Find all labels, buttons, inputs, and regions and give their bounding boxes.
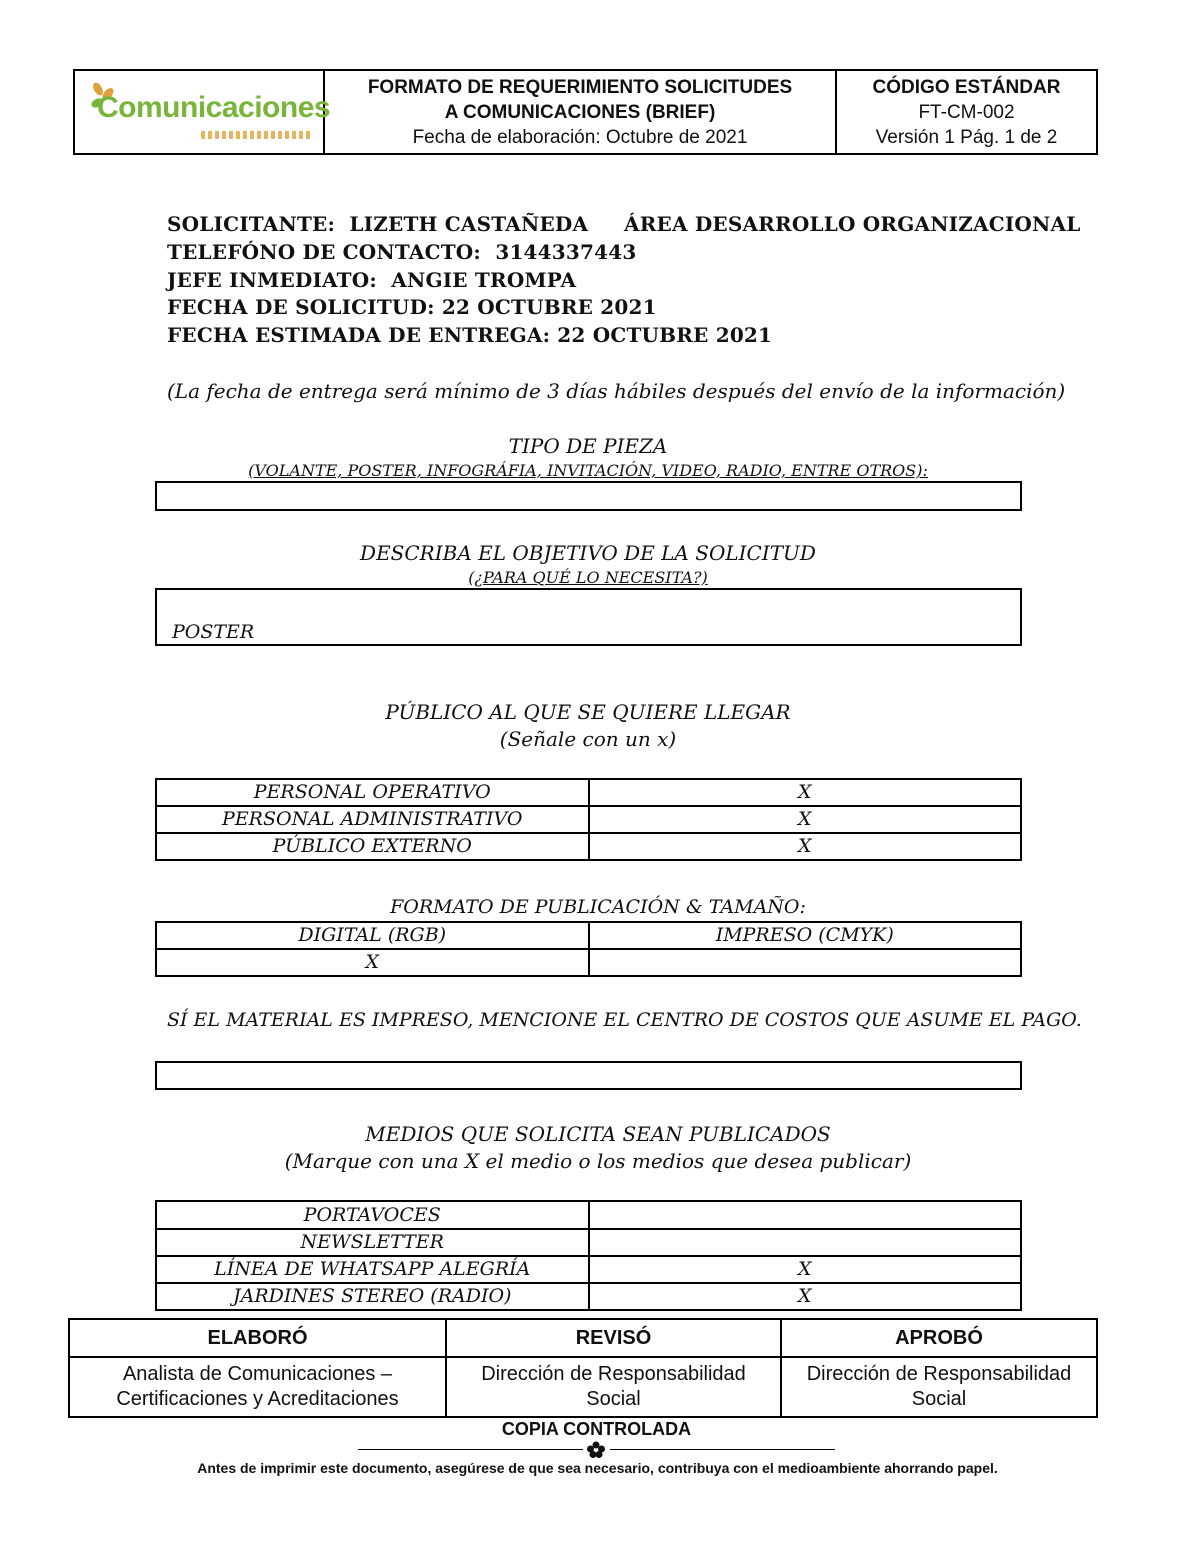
table-row bbox=[156, 806, 1021, 833]
table-row bbox=[156, 1283, 1021, 1310]
table-row bbox=[156, 833, 1021, 860]
aprobo-line2: Social bbox=[911, 1388, 967, 1410]
table-row bbox=[69, 1357, 1097, 1417]
medios-label: LÍNEA DE WHATSAPP ALEGRÍA bbox=[156, 1256, 589, 1283]
elaboro-line1: Analista de Comunicaciones – bbox=[122, 1363, 393, 1385]
reviso-value bbox=[446, 1357, 781, 1417]
publico-label: PERSONAL OPERATIVO bbox=[156, 779, 589, 806]
fecha-solicitud-line: FECHA DE SOLICITUD: 22 OCTUBRE 2021 bbox=[167, 295, 657, 319]
medios-mark[interactable] bbox=[589, 1201, 1022, 1229]
header-title-line2: A COMUNICACIONES (BRIEF) bbox=[444, 101, 716, 123]
medios-table bbox=[155, 1200, 1022, 1311]
header-code-cell bbox=[837, 71, 1096, 153]
tipo-pieza-field[interactable] bbox=[155, 481, 1022, 511]
formato-digital-mark[interactable]: X bbox=[156, 949, 589, 976]
logo-text: Comunicaciones bbox=[97, 91, 331, 124]
medios-mark[interactable]: X bbox=[589, 1256, 1022, 1283]
table-row bbox=[156, 949, 1021, 976]
table-row bbox=[156, 1256, 1021, 1283]
medios-label: PORTAVOCES bbox=[156, 1201, 589, 1229]
objetivo-field[interactable] bbox=[155, 588, 1022, 646]
publico-table bbox=[155, 778, 1022, 861]
table-row bbox=[156, 1201, 1021, 1229]
formato-title: FORMATO DE PUBLICACIÓN & TAMAÑO: bbox=[390, 896, 806, 918]
footer-divider-right bbox=[610, 1449, 835, 1450]
publico-title: PÚBLICO AL QUE SE QUIERE LLEGAR bbox=[385, 700, 791, 724]
table-row bbox=[69, 1319, 1097, 1357]
publico-mark[interactable]: X bbox=[589, 779, 1022, 806]
centro-costos-title: SÍ EL MATERIAL ES IMPRESO, MENCIONE EL CENTRO DE COSTOS QUE ASUME EL PAGO. bbox=[167, 1009, 1082, 1031]
logo-cell bbox=[75, 71, 331, 153]
header-code-title: CÓDIGO ESTÁNDAR bbox=[872, 76, 1061, 98]
footer-divider-left bbox=[358, 1449, 583, 1450]
reviso-line2: Social bbox=[586, 1388, 641, 1410]
footer-note: Antes de imprimir este documento, asegúrese de que sea necesario, contribuya con el medioambiente ahorrando papel. bbox=[197, 1460, 998, 1476]
table-row bbox=[156, 922, 1021, 949]
delivery-note: (La fecha de entrega será mínimo de 3 días hábiles después del envío de la información) bbox=[167, 379, 1066, 403]
aprobo-header: APROBÓ bbox=[781, 1319, 1097, 1357]
formato-col-impreso: IMPRESO (CMYK) bbox=[589, 922, 1022, 949]
header-title-line1: FORMATO DE REQUERIMIENTO SOLICITUDES bbox=[367, 76, 793, 98]
formato-table bbox=[155, 921, 1022, 977]
medios-mark[interactable] bbox=[589, 1229, 1022, 1256]
aprobo-line1: Dirección de Responsabilidad bbox=[806, 1363, 1072, 1385]
publico-label: PÚBLICO EXTERNO bbox=[156, 833, 589, 860]
jefe-line: JEFE INMEDIATO: ANGIE TROMPA bbox=[167, 268, 577, 292]
header-version: Versión 1 Pág. 1 de 2 bbox=[875, 126, 1058, 148]
publico-subtitle: (Señale con un x) bbox=[499, 727, 677, 751]
medios-mark[interactable]: X bbox=[589, 1283, 1022, 1310]
reviso-header: REVISÓ bbox=[446, 1319, 781, 1357]
medios-title: MEDIOS QUE SOLICITA SEAN PUBLICADOS bbox=[365, 1122, 831, 1146]
solicitante-line: SOLICITANTE: LIZETH CASTAÑEDA ÁREA DESARROLLO ORGANIZACIONAL bbox=[167, 212, 1081, 236]
document-header bbox=[73, 69, 1098, 155]
tipo-pieza-subtitle: (VOLANTE, POSTER, INFOGRÁFIA, INVITACIÓN, VIDEO, RADIO, ENTRE OTROS): bbox=[248, 461, 928, 480]
header-title-cell bbox=[325, 71, 837, 153]
centro-costos-field[interactable] bbox=[155, 1061, 1022, 1090]
formato-col-digital: DIGITAL (RGB) bbox=[156, 922, 589, 949]
publico-label: PERSONAL ADMINISTRATIVO bbox=[156, 806, 589, 833]
logo-decoration bbox=[201, 131, 313, 139]
elaboro-value bbox=[69, 1357, 446, 1417]
objetivo-value: POSTER bbox=[172, 621, 255, 643]
elaboro-header: ELABORÓ bbox=[69, 1319, 446, 1357]
objetivo-subtitle: (¿PARA QUÉ LO NECESITA?) bbox=[468, 568, 708, 587]
aprobo-value bbox=[781, 1357, 1097, 1417]
signature-table bbox=[68, 1318, 1098, 1418]
table-row bbox=[156, 779, 1021, 806]
publico-mark[interactable]: X bbox=[589, 833, 1022, 860]
telefono-line: TELEFÓNO DE CONTACTO: 3144337443 bbox=[167, 240, 637, 264]
fecha-entrega-line: FECHA ESTIMADA DE ENTREGA: 22 OCTUBRE 2021 bbox=[167, 323, 773, 347]
reviso-line1: Dirección de Responsabilidad bbox=[481, 1363, 746, 1385]
flower-icon bbox=[586, 1440, 606, 1458]
medios-subtitle: (Marque con una X el medio o los medios que desea publicar) bbox=[284, 1149, 912, 1173]
publico-mark[interactable]: X bbox=[589, 806, 1022, 833]
elaboro-line2: Certificaciones y Acreditaciones bbox=[116, 1388, 399, 1410]
header-date: Fecha de elaboración: Octubre de 2021 bbox=[412, 126, 748, 148]
header-code: FT-CM-002 bbox=[918, 101, 1015, 123]
copia-controlada: COPIA CONTROLADA bbox=[501, 1419, 692, 1439]
medios-label: JARDINES STEREO (RADIO) bbox=[156, 1283, 589, 1310]
objetivo-title: DESCRIBA EL OBJETIVO DE LA SOLICITUD bbox=[360, 541, 816, 565]
formato-impreso-mark[interactable] bbox=[589, 949, 1022, 976]
medios-label: NEWSLETTER bbox=[156, 1229, 589, 1256]
table-row bbox=[156, 1229, 1021, 1256]
tipo-pieza-title: TIPO DE PIEZA bbox=[508, 434, 668, 458]
